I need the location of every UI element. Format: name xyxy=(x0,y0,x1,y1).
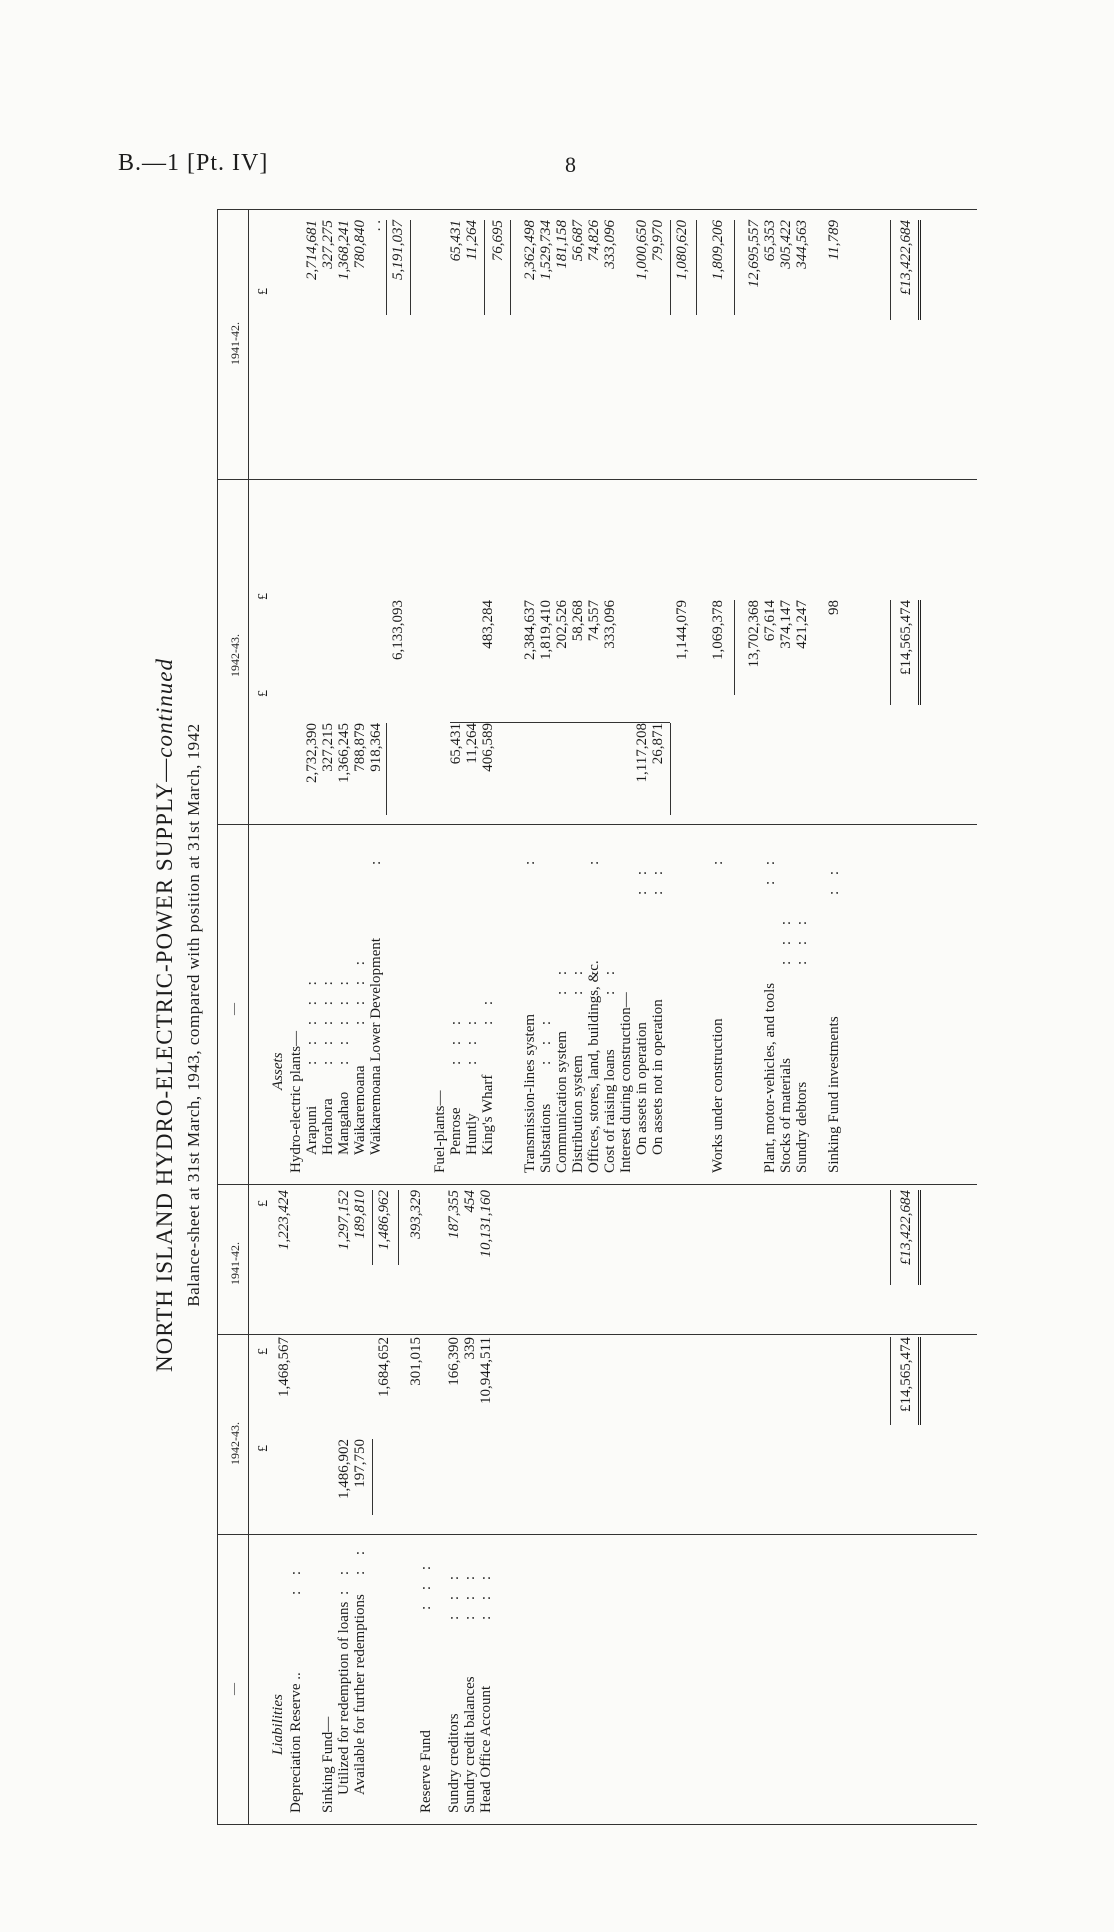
liabilities-heading: Liabilities xyxy=(270,1694,286,1755)
fuel-total-rule-previous xyxy=(510,220,511,315)
table-right-rule xyxy=(217,209,977,210)
penrose-previous: 65,431 xyxy=(448,220,464,262)
currency-sign: £ xyxy=(256,288,271,295)
fuel-total-current: 483,284 xyxy=(480,600,496,649)
interest-total-current: 1,144,079 xyxy=(674,600,690,660)
reserve-fund-previous: 393,329 xyxy=(408,1190,424,1239)
liabilities-total-rule xyxy=(890,1337,891,1425)
column-rule xyxy=(217,1184,977,1185)
assets-year-previous: 1941-42. xyxy=(228,322,242,365)
leader-dots: : : : : : xyxy=(336,975,352,1065)
column-rule xyxy=(217,1534,977,1535)
kings-wharf-current: 406,589 xyxy=(480,723,496,772)
sundry-credit-balances-current: 339 xyxy=(462,1337,478,1360)
assets-dash: — xyxy=(226,1003,240,1015)
assets-total-previous: £13,422,684 xyxy=(898,220,914,295)
leader-dots: : : : : : xyxy=(304,975,320,1065)
leader-dots: : : xyxy=(762,854,778,885)
offices-previous: 74,826 xyxy=(586,220,602,262)
balance-sheet xyxy=(150,205,980,1825)
sundry-credit-balances-previous: 454 xyxy=(462,1190,478,1213)
fuel-plants-label: Fuel-plants— xyxy=(432,1090,448,1173)
mangahao-previous: 1,368,241 xyxy=(336,220,352,280)
distribution-label: Distribution system xyxy=(570,1055,586,1173)
penrose-label: Penrose xyxy=(448,1107,464,1155)
assets-subtotal-current: 13,702,368 xyxy=(746,600,762,668)
interest-construction-label: Interest during construction— xyxy=(618,992,634,1173)
offices-current: 74,557 xyxy=(586,600,602,642)
sundry-credit-balances-label: Sundry credit balances xyxy=(462,1676,478,1813)
distribution-current: 58,268 xyxy=(570,600,586,642)
leader-dots: : xyxy=(522,854,538,865)
leader-dots: : : xyxy=(602,964,618,995)
horahora-previous: 327,275 xyxy=(320,220,336,269)
sinking-investments-current: 98 xyxy=(826,600,842,615)
hydro-subtotal-rule-previous xyxy=(386,220,387,315)
liabilities-year-current: 1942-43. xyxy=(228,1422,242,1465)
horahora-label: Horahora xyxy=(320,1098,336,1155)
communication-label: Communication system xyxy=(554,1030,570,1173)
sundry-creditors-previous: 187,355 xyxy=(446,1190,462,1239)
assets-total-double-rule-previous xyxy=(918,220,921,320)
transmission-previous: 2,362,498 xyxy=(522,220,538,280)
interest-not-operation-current: 26,871 xyxy=(650,723,666,765)
currency-sign: £ xyxy=(256,1348,271,1355)
sundry-debtors-previous: 344,563 xyxy=(794,220,810,269)
stocks-previous: 305,422 xyxy=(778,220,794,269)
column-rule xyxy=(217,1334,977,1335)
currency-sign: £ xyxy=(256,690,271,697)
leader-dots: : xyxy=(586,854,602,865)
leader-dots: : xyxy=(368,854,384,865)
depreciation-reserve-previous: 1,223,424 xyxy=(276,1190,292,1250)
sundry-debtors-label: Sundry debtors xyxy=(794,1081,810,1173)
leader-dots: : : xyxy=(634,864,650,895)
works-under-construction-previous: 1,809,206 xyxy=(710,220,726,280)
stocks-current: 374,147 xyxy=(778,600,794,649)
sinking-utilized-current: 1,486,902 xyxy=(336,1439,352,1499)
cost-of-raising-loans-label: Cost of raising loans xyxy=(602,1049,618,1173)
column-rule xyxy=(217,824,977,825)
head-office-account-label: Head Office Account xyxy=(478,1685,494,1813)
sundry-creditors-current: 166,390 xyxy=(446,1337,462,1386)
currency-sign: £ xyxy=(256,1200,271,1207)
interest-operation-current: 1,117,208 xyxy=(634,723,650,783)
leader-dots: : : : xyxy=(464,1014,480,1065)
plant-label: Plant, motor-vehicles, and tools xyxy=(762,982,778,1173)
arapuni-previous: 2,714,681 xyxy=(304,220,320,280)
leader-dots: : : : xyxy=(446,1569,462,1620)
depreciation-reserve-current: 1,468,567 xyxy=(276,1337,292,1397)
leader-dots: : : : xyxy=(448,1014,464,1065)
leader-dots: : : : xyxy=(794,914,810,965)
leader-dots: : : xyxy=(570,964,586,995)
liabilities-total-current: £14,565,474 xyxy=(898,1337,914,1412)
head-office-account-current: 10,944,511 xyxy=(478,1337,494,1404)
leader-dots: : : : xyxy=(462,1569,478,1620)
cost-of-raising-loans-previous: 333,096 xyxy=(602,220,618,269)
transmission-label: Transmission-lines system xyxy=(522,1013,538,1173)
interest-subtotal-rule-previous xyxy=(670,220,671,315)
leader-dots: : : : : : xyxy=(320,975,336,1065)
page-header-reference: B.—1 [Pt. IV] xyxy=(118,150,269,176)
waikaremoana-current: 788,879 xyxy=(352,723,368,772)
sinking-utilized-label: Utilized for redemption of loans xyxy=(336,1601,352,1795)
substations-current: 1,819,410 xyxy=(538,600,554,660)
sinking-total-previous: 1,486,962 xyxy=(376,1190,392,1250)
assets-total-rule-previous xyxy=(890,220,891,320)
stocks-label: Stocks of materials xyxy=(778,1058,794,1173)
fuel-subtotal-rule-previous xyxy=(484,220,485,315)
sinking-investments-previous: 11,789 xyxy=(826,220,842,261)
assets-total-double-rule xyxy=(918,600,921,705)
liabilities-total-double-rule-previous xyxy=(918,1190,921,1285)
leader-dots: : : xyxy=(336,1564,352,1595)
head-office-account-previous: 10,131,160 xyxy=(478,1190,494,1258)
leader-dots: : : xyxy=(352,1544,368,1575)
communication-previous: 181,158 xyxy=(554,220,570,269)
offices-label: Offices, stores, land, buildings, &c. xyxy=(586,960,602,1173)
distribution-previous: 56,687 xyxy=(570,220,586,262)
assets-subtotal-rule-previous xyxy=(734,220,735,315)
mangahao-label: Mangahao xyxy=(336,1091,352,1155)
leader-dots: : : xyxy=(480,994,496,1025)
leader-dots: : : xyxy=(288,1564,304,1595)
interest-not-operation-previous: 79,970 xyxy=(650,220,666,262)
reserve-fund-label: Reserve Fund xyxy=(418,1730,434,1813)
hydro-subtotal-rule xyxy=(386,723,387,815)
leader-dots: : : : xyxy=(778,914,794,965)
plant-previous: 65,353 xyxy=(762,220,778,262)
interest-total-rule-previous xyxy=(696,220,697,315)
leader-dots: : : xyxy=(650,864,666,895)
assets-subtotal-rule xyxy=(734,600,735,695)
arapuni-current: 2,732,390 xyxy=(304,723,320,783)
arapuni-label: Arapuni xyxy=(304,1105,320,1155)
assets-year-current: 1942-43. xyxy=(228,634,242,677)
sundry-creditors-label: Sundry creditors xyxy=(446,1713,462,1813)
page-title: NORTH ISLAND HYDRO-ELECTRIC-POWER SUPPLY—continued xyxy=(152,658,177,1372)
leader-dots: : : : xyxy=(478,1569,494,1620)
sinking-fund-label: Sinking Fund— xyxy=(320,1716,336,1813)
subtotal-bracket xyxy=(450,722,670,723)
cost-of-raising-loans-current: 333,096 xyxy=(602,600,618,649)
penrose-current: 65,431 xyxy=(448,723,464,765)
works-under-construction-current: 1,069,378 xyxy=(710,600,726,660)
assets-heading: Assets xyxy=(270,1052,286,1090)
leader-dots: : : : xyxy=(418,1559,434,1610)
sinking-total-current: 1,684,652 xyxy=(376,1337,392,1397)
leader-dots: : : xyxy=(554,964,570,995)
interest-operation-previous: 1,000,650 xyxy=(634,220,650,280)
leader-dots: : : : : xyxy=(352,955,368,1025)
substations-previous: 1,529,734 xyxy=(538,220,554,280)
waikaremoana-label: Waikaremoana xyxy=(352,1065,368,1155)
assets-total-rule xyxy=(890,600,891,705)
huntly-current: 11,264 xyxy=(464,723,480,764)
sinking-investments-label: Sinking Fund investments xyxy=(826,1016,842,1173)
page-subtitle: Balance-sheet at 31st March, 1943, compared with position at 31st March, 1942 xyxy=(184,723,203,1307)
liabilities-total-double-rule xyxy=(918,1337,921,1425)
hydro-total-current: 6,133,093 xyxy=(390,600,406,660)
interest-operation-label: On assets in operation xyxy=(634,1022,650,1155)
waikaremoana-lower-label: Waikaremoana Lower Development xyxy=(368,937,384,1155)
waikaremoana-lower-previous: . . xyxy=(368,220,384,232)
sundry-debtors-current: 421,247 xyxy=(794,600,810,649)
transmission-current: 2,384,637 xyxy=(522,600,538,660)
sinking-subtotal-rule-previous xyxy=(372,1190,373,1265)
column-rule xyxy=(217,479,977,480)
sinking-utilized-previous: 1,297,152 xyxy=(336,1190,352,1250)
leader-dots: : : xyxy=(826,864,842,895)
sinking-total-rule-previous xyxy=(398,1190,399,1265)
sinking-available-current: 197,750 xyxy=(352,1439,368,1488)
interest-total-previous: 1,080,620 xyxy=(674,220,690,280)
kings-wharf-label: King's Wharf xyxy=(480,1074,496,1155)
reserve-fund-current: 301,015 xyxy=(408,1337,424,1386)
table-left-rule xyxy=(217,1824,977,1825)
works-under-construction-label: Works under construction xyxy=(710,1018,726,1173)
assets-total-current: £14,565,474 xyxy=(898,600,914,675)
interest-subtotal-rule xyxy=(670,723,671,815)
assets-subtotal-previous: 12,695,557 xyxy=(746,220,762,288)
horahora-current: 327,215 xyxy=(320,723,336,772)
sinking-available-previous: 189,810 xyxy=(352,1190,368,1239)
waikaremoana-lower-current: 918,364 xyxy=(368,723,384,772)
sinking-subtotal-rule xyxy=(372,1439,373,1515)
liabilities-total-rule-previous xyxy=(890,1190,891,1285)
sinking-available-label: Available for further redemptions xyxy=(352,1594,368,1795)
liabilities-dash: — xyxy=(226,1683,240,1695)
leader-dots: : : : xyxy=(538,1014,554,1065)
depreciation-reserve-label: Depreciation Reserve .. xyxy=(288,1672,304,1813)
communication-current: 202,526 xyxy=(554,600,570,649)
huntly-previous: 11,264 xyxy=(464,220,480,261)
hydro-total-previous: 5,191,037 xyxy=(390,220,406,280)
fuel-total-previous: 76,695 xyxy=(490,220,506,262)
leader-dots: : xyxy=(710,854,726,865)
header-rule xyxy=(248,210,249,1825)
liabilities-total-previous: £13,422,684 xyxy=(898,1190,914,1265)
hydro-total-rule-previous xyxy=(410,220,411,315)
waikaremoana-previous: 780,840 xyxy=(352,220,368,269)
plant-current: 67,614 xyxy=(762,600,778,642)
interest-not-operation-label: On assets not in operation xyxy=(650,999,666,1155)
substations-label: Substations xyxy=(538,1103,554,1173)
mangahao-current: 1,366,245 xyxy=(336,723,352,783)
table-top-rule xyxy=(217,210,218,1825)
currency-sign: £ xyxy=(256,593,271,600)
page-number: 8 xyxy=(565,152,576,177)
currency-sign: £ xyxy=(256,1445,271,1452)
liabilities-year-previous: 1941-42. xyxy=(228,1242,242,1285)
huntly-label: Huntly xyxy=(464,1113,480,1155)
hydro-plants-label: Hydro-electric plants— xyxy=(288,1030,304,1173)
